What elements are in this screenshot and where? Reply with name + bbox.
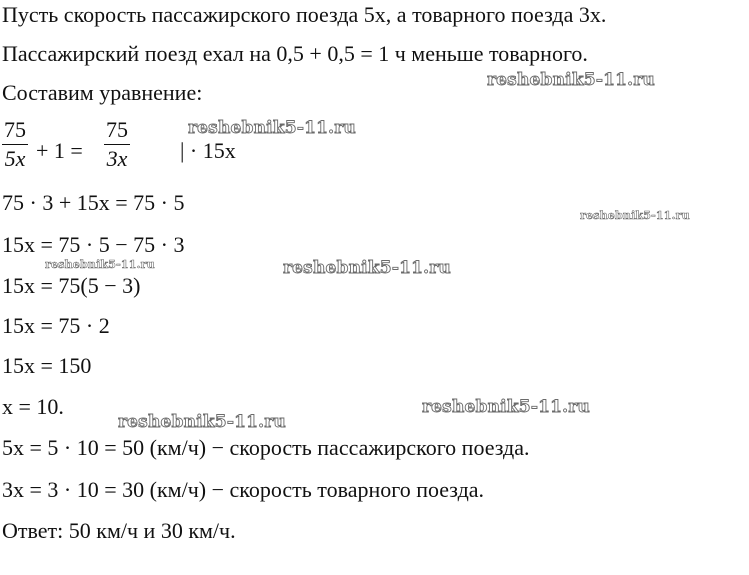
fraction-left-denominator: 5x — [4, 146, 26, 171]
equation-middle: + 1 = — [36, 138, 83, 163]
fraction-right-denominator: 3x — [106, 146, 128, 171]
equation-step-5: 15x = 150 — [2, 353, 92, 378]
answer-line: Ответ: 50 км/ч и 30 км/ч. — [2, 518, 236, 543]
fraction-left-bar — [2, 144, 28, 145]
fraction-left-numerator: 75 — [4, 117, 26, 142]
solution-x: x = 10. — [2, 394, 64, 419]
equation-step-1: 75 · 3 + 15x = 75 · 5 — [2, 190, 185, 215]
watermark: reshebnik5-11.ru — [45, 258, 155, 271]
freight-train-speed: 3x = 3 · 10 = 30 (км/ч) − скорость товарного поезда. — [2, 477, 485, 502]
equation-step-4: 15x = 75 · 2 — [2, 313, 110, 338]
time-difference-line: Пассажирский поезд ехал на 0,5 + 0,5 = 1 ч меньше товарного. — [2, 41, 588, 66]
problem-statement-line: Пусть скорость пассажирского поезда 5x, а товарного поезда 3x. — [2, 2, 607, 27]
passenger-train-speed: 5x = 5 · 10 = 50 (км/ч) − скорость пассажирского поезда. — [2, 435, 530, 460]
fraction-left — [2, 118, 28, 171]
fraction-right — [104, 118, 130, 171]
equation-multiplier: | · 15x — [180, 138, 236, 163]
fraction-right-numerator: 75 — [106, 117, 128, 142]
watermark: reshebnik5-11.ru — [283, 258, 451, 278]
watermark: reshebnik5-11.ru — [580, 209, 690, 222]
equation-step-2: 15x = 75 · 5 − 75 · 3 — [2, 232, 185, 257]
watermark: reshebnik5-11.ru — [188, 118, 356, 138]
equation-intro-line: Составим уравнение: — [2, 80, 203, 105]
watermark: reshebnik5-11.ru — [487, 70, 655, 90]
fraction-right-bar — [104, 144, 130, 145]
watermark: reshebnik5-11.ru — [118, 412, 286, 432]
equation-step-3: 15x = 75(5 − 3) — [2, 273, 141, 298]
watermark: reshebnik5-11.ru — [422, 397, 590, 417]
